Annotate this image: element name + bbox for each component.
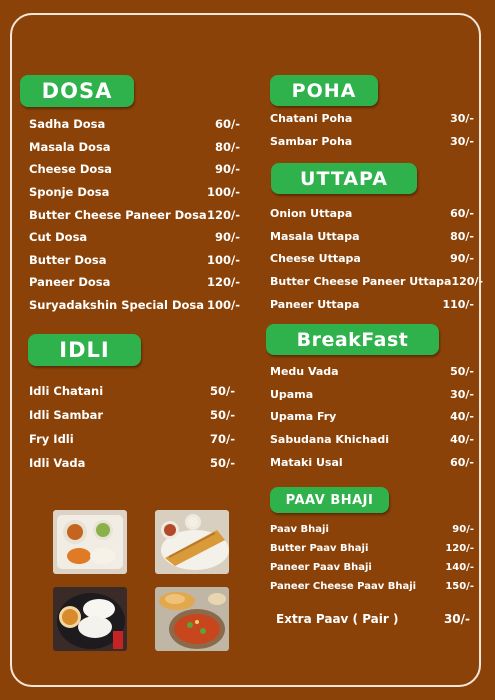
item-name: Butter Cheese Paneer Dosa bbox=[29, 208, 207, 222]
menu-item bbox=[270, 581, 474, 592]
menu-item bbox=[270, 524, 474, 535]
menu-item bbox=[270, 543, 474, 554]
item-name: Butter Dosa bbox=[29, 253, 107, 267]
item-name: Upama Fry bbox=[270, 410, 337, 423]
menu-item bbox=[270, 410, 474, 423]
menu-item bbox=[29, 140, 240, 154]
item-price: 110/- bbox=[442, 298, 474, 311]
item-name: Extra Paav ( Pair ) bbox=[276, 612, 399, 626]
item-name: Masala Dosa bbox=[29, 140, 111, 154]
item-name: Fry Idli bbox=[29, 432, 74, 446]
item-name: Paneer Uttapa bbox=[270, 298, 360, 311]
idli-chutney-image bbox=[53, 510, 127, 574]
item-name: Mataki Usal bbox=[270, 456, 343, 469]
item-price: 100/- bbox=[207, 298, 240, 312]
extra-paav-item bbox=[276, 612, 470, 626]
item-name: Butter Cheese Paneer Uttapa bbox=[270, 275, 452, 288]
item-price: 60/- bbox=[450, 456, 474, 469]
item-name: Idli Chatani bbox=[29, 384, 104, 398]
item-name: Cut Dosa bbox=[29, 230, 88, 244]
item-name: Butter Paav Bhaji bbox=[270, 543, 369, 554]
item-name: Idli Vada bbox=[29, 456, 86, 470]
menu-item bbox=[29, 298, 240, 312]
item-name: Paneer Paav Bhaji bbox=[270, 562, 372, 573]
menu-item bbox=[270, 275, 484, 288]
item-name: Cheese Uttapa bbox=[270, 252, 361, 265]
item-name: Medu Vada bbox=[270, 365, 339, 378]
breakfast-heading: BreakFast bbox=[266, 324, 439, 355]
item-name: Upama bbox=[270, 388, 314, 401]
menu-item bbox=[270, 207, 474, 220]
menu-item bbox=[29, 230, 240, 244]
menu-item bbox=[29, 208, 240, 222]
item-price: 120/- bbox=[451, 275, 484, 288]
item-price: 120/- bbox=[207, 208, 240, 222]
item-name: Onion Uttapa bbox=[270, 207, 353, 220]
item-price: 30/- bbox=[450, 135, 474, 148]
menu-item bbox=[29, 162, 240, 176]
item-price: 30/- bbox=[450, 388, 474, 401]
idli-heading: IDLI bbox=[28, 334, 141, 366]
menu-item bbox=[29, 384, 235, 398]
menu-item bbox=[29, 275, 240, 289]
item-price: 40/- bbox=[450, 410, 474, 423]
menu-item bbox=[270, 388, 474, 401]
item-price: 30/- bbox=[450, 112, 474, 125]
menu-item bbox=[270, 135, 474, 148]
item-price: 70/- bbox=[210, 432, 235, 446]
item-price: 90/- bbox=[215, 230, 240, 244]
idli-sambar-image bbox=[53, 587, 127, 651]
menu-item bbox=[270, 298, 474, 311]
item-name: Paneer Cheese Paav Bhaji bbox=[270, 581, 417, 592]
item-price: 60/- bbox=[450, 207, 474, 220]
paav-bhaji-image bbox=[155, 587, 229, 651]
item-price: 50/- bbox=[450, 365, 474, 378]
menu-item bbox=[270, 365, 474, 378]
item-name: Suryadakshin Special Dosa bbox=[29, 298, 205, 312]
item-name: Sponje Dosa bbox=[29, 185, 110, 199]
item-price: 80/- bbox=[450, 230, 474, 243]
menu-item bbox=[29, 253, 240, 267]
item-price: 80/- bbox=[215, 140, 240, 154]
item-name: Sambar Poha bbox=[270, 135, 353, 148]
item-name: Paneer Dosa bbox=[29, 275, 111, 289]
menu-item bbox=[270, 562, 474, 573]
item-name: Sabudana Khichadi bbox=[270, 433, 389, 446]
menu-item bbox=[270, 112, 474, 125]
item-price: 120/- bbox=[445, 543, 474, 554]
item-price: 50/- bbox=[210, 384, 235, 398]
menu-item bbox=[29, 117, 240, 131]
item-price: 50/- bbox=[210, 456, 235, 470]
item-price: 100/- bbox=[207, 185, 240, 199]
item-price: 50/- bbox=[210, 408, 235, 422]
item-price: 140/- bbox=[445, 562, 474, 573]
menu-item bbox=[270, 456, 474, 469]
item-price: 30/- bbox=[443, 612, 470, 626]
item-price: 60/- bbox=[215, 117, 240, 131]
item-name: Idli Sambar bbox=[29, 408, 104, 422]
masala-dosa-image bbox=[155, 510, 229, 574]
menu-item bbox=[270, 252, 474, 265]
item-name: Sadha Dosa bbox=[29, 117, 106, 131]
menu-item bbox=[29, 185, 240, 199]
poha-heading: POHA bbox=[270, 75, 378, 106]
item-name: Chatani Poha bbox=[270, 112, 353, 125]
uttapa-heading: UTTAPA bbox=[271, 163, 417, 194]
paav-bhaji-heading: PAAV BHAJI bbox=[270, 487, 389, 513]
item-price: 90/- bbox=[215, 162, 240, 176]
item-price: 40/- bbox=[450, 433, 474, 446]
item-price: 100/- bbox=[207, 253, 240, 267]
item-price: 150/- bbox=[445, 581, 474, 592]
item-name: Masala Uttapa bbox=[270, 230, 360, 243]
item-name: Paav Bhaji bbox=[270, 524, 329, 535]
item-price: 90/- bbox=[452, 524, 474, 535]
item-price: 120/- bbox=[207, 275, 240, 289]
dosa-heading: DOSA bbox=[20, 75, 134, 107]
menu-item bbox=[270, 230, 474, 243]
menu-item bbox=[29, 456, 235, 470]
menu-item bbox=[29, 408, 235, 422]
menu-item bbox=[29, 432, 235, 446]
item-price: 90/- bbox=[450, 252, 474, 265]
menu-item bbox=[270, 433, 474, 446]
item-name: Cheese Dosa bbox=[29, 162, 112, 176]
